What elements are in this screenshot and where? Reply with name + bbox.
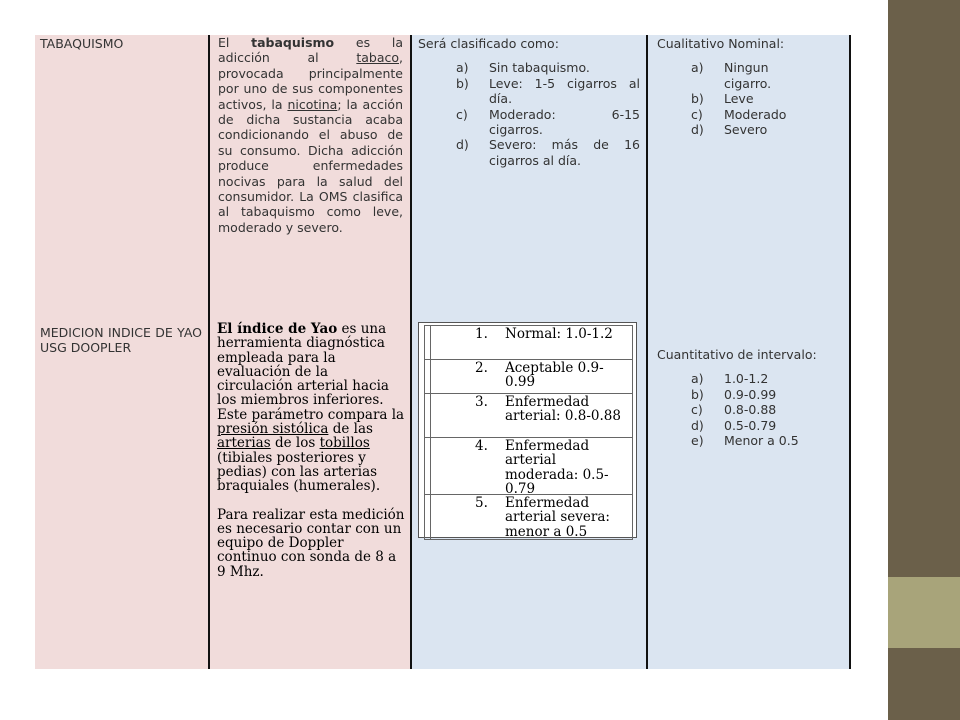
list-item: c) Moderado [691, 106, 787, 122]
list-item: d) 0.5-0.79 [691, 417, 777, 433]
list-item: a) Sin tabaquismo. [456, 60, 590, 76]
list-item: d) Severo [691, 122, 768, 138]
definition-paragraph: Para realizar esta medición es necesario contar con un equipo de Doppler continuo con sonda de 8 a 9 Mhz. [217, 506, 405, 580]
scale-heading: Cuantitativo de intervalo: [657, 347, 817, 362]
list-item: a) Ningun cigarro. [691, 60, 772, 91]
list-item: a) 1.0-1.2 [691, 371, 769, 387]
list-item: c) 0.8-0.88 [691, 402, 777, 418]
definition-paragraph: El índice de Yao es una herramienta diagnóstica empleada para la evaluación de la circulación arterial hacia los miembros inferiores. Este parámetro compara la presión sistólica de las arterias de los tobillos (tibiales posteriores y pedias) con las arterias braquiales (humerales). [217, 321, 405, 495]
scale-list [691, 60, 787, 138]
list-item: b) 0.9-0.99 [691, 386, 777, 402]
yao-classification-table [418, 322, 637, 538]
list-item: c) Moderado: 6-15 cigarros. [456, 106, 640, 138]
decorative-side-bar [888, 577, 960, 648]
decorative-side-bar [888, 648, 960, 720]
scale-list [691, 371, 842, 448]
variable-indice-yao: MEDICION INDICE DE YAO USG DOOPLER [40, 325, 202, 356]
scale-indice-yao [657, 347, 842, 448]
list-item: e) Menor a 0.5 [691, 433, 799, 449]
scale-heading: Cualitativo Nominal: [657, 36, 785, 51]
definition-indice-yao [217, 322, 405, 579]
variable-tabaquismo: TABAQUISMO [40, 36, 124, 51]
list-item: b) Leve: 1-5 cigarros al día. [456, 75, 640, 107]
grid-line [410, 35, 412, 669]
yao-classification-list [424, 325, 633, 540]
table-row: 4. Enfermedad arterial moderada: 0.5-0.79 [425, 438, 632, 495]
scale-tabaquismo [657, 36, 842, 137]
definition-tabaquismo: El tabaquismo es la adicción al tabaco, provocada principalmente por uno de sus componentes activos, la nicotina; la acción de dicha sustancia acaba condicionando el abuso de su consumo. Dicha adicción produce enfermedades nocivas para la salud del consumidor. La OMS clasifica al tabaquismo como leve, moderado y severo. [218, 35, 403, 235]
list-item: d) Severo: más de 16 cigarros al día. [456, 137, 640, 168]
table-row: 2. Aceptable 0.9-0.99 [425, 360, 632, 394]
table-row: 1. Normal: 1.0-1.2 [425, 326, 632, 360]
classification-list [456, 60, 640, 168]
table-row: 3. Enfermedad arterial: 0.8-0.88 [425, 394, 632, 438]
table-row: 5. Enfermedad arterial severa: menor a 0.5 [425, 495, 632, 539]
list-item: b) Leve [691, 91, 754, 107]
decorative-side-bar [888, 0, 960, 577]
grid-line [646, 35, 648, 669]
classification-heading: Será clasificado como: [418, 36, 559, 51]
grid-line [849, 35, 851, 669]
classification-tabaquismo [418, 36, 640, 168]
grid-line [208, 35, 210, 669]
